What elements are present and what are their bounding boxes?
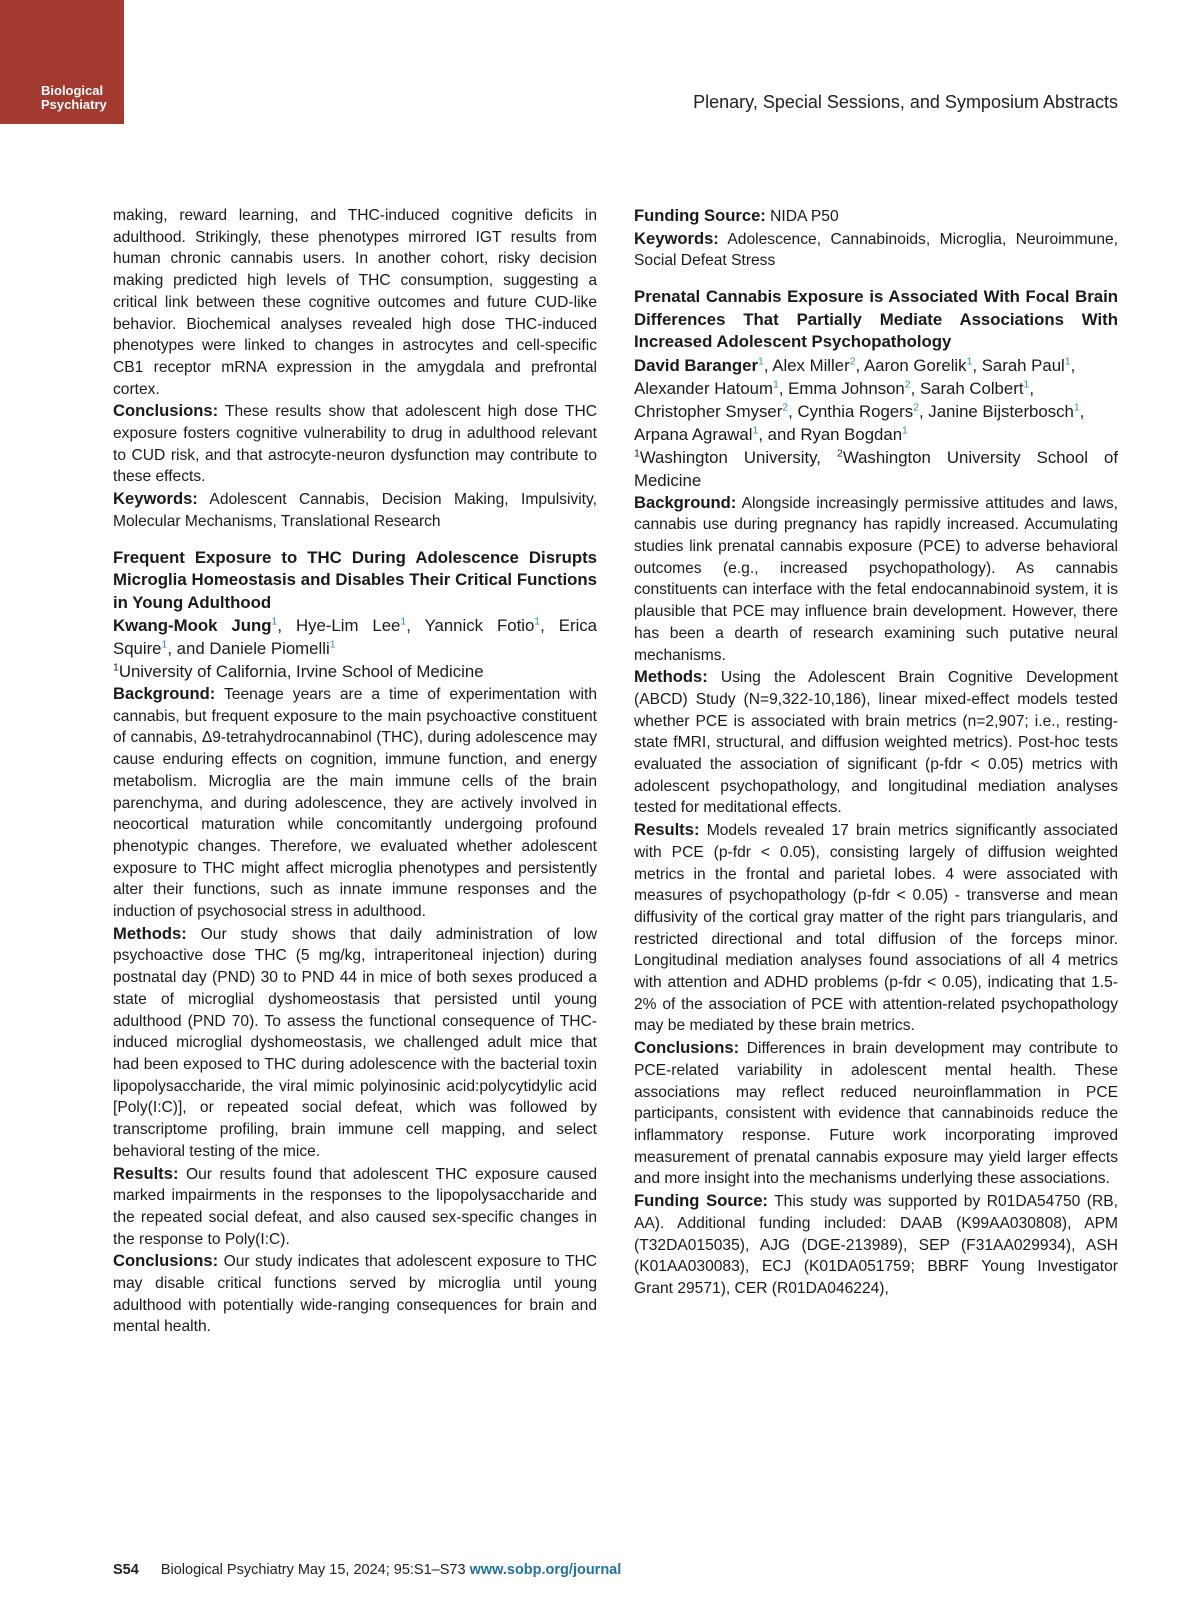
funding-text: This study was supported by R01DA54750 (RB, AA). Additional funding included: DAAB (K99AA030808), APM (T32DA015035), AJG (DGE-213989), SEP (F31AA029934), ASH (K01AA030083), ECJ (K01DA051759; BBRF Young Investigator Grant 29571), CER (R01DA046224), <box>634 1193 1118 1297</box>
affiliation <box>113 660 597 683</box>
author-name: Sarah Paul <box>981 355 1065 375</box>
author-affiliation-number: 1 <box>773 378 779 391</box>
funding-text: NIDA P50 <box>765 208 839 225</box>
affiliation-number: 2 <box>837 447 843 460</box>
author-name: Sarah Colbert <box>919 378 1024 398</box>
page-footer <box>113 1562 621 1578</box>
author-separator: , <box>1070 355 1076 375</box>
author-separator: , <box>1079 401 1085 421</box>
conclusions-text: These results show that adolescent high dose THC exposure fosters cognitive vulnerability to drug in adulthood relevant to CUD risk, and that astrocyte-neuron dysfunction may contribute to these effects. <box>113 403 597 486</box>
background-paragraph <box>634 492 1118 667</box>
keywords-label: Keywords: <box>634 228 719 248</box>
affiliation-text: Washington University School of Medicine <box>634 447 1118 490</box>
carryover-text: making, reward learning, and THC-induced cognitive deficits in adulthood. Strikingly, these phenotypes mirrored IGT results from human chronic cannabis users. In another cohort, risky decision making predicted high levels of THC consumption, suggesting a critical link between these cognitive outcomes and future CUD-like behavior. Biochemical analyses revealed high dose THC-induced phenotypes were linked to changes in astrocytes and cell-specific CB1 receptor mRNA expression in the amygdala and prefrontal cortex. <box>113 207 597 398</box>
author-affiliation-number: 2 <box>782 401 789 414</box>
background-text: Teenage years are a time of experimentation with cannabis, but frequent exposure to the main psychoactive constituent of cannabis, Δ9-tetrahydrocannabinol (THC), during adolescence may cause enduring effects on cognition, immune function, and energy metabolism. Microglia are the main immune cells of the brain parenchyma, and during adolescence, they are actively involved in neocortical maturation while concomitantly undergoing profound phenotypic changes. Therefore, we evaluated whether adolescent exposure to THC might affect microglia phenotypes and persistently alter their functions, such as innate immune responses and the induction of psychosocial stress in adulthood. <box>113 686 597 921</box>
keywords-text: Adolescence, Cannabinoids, Microglia, Neuroimmune, Social Defeat Stress <box>634 230 1118 270</box>
author-separator: , and <box>758 424 801 444</box>
author-affiliation-number: 1 <box>534 615 541 628</box>
results-text: Models revealed 17 brain metrics significantly associated with PCE (p-fdr < 0.05), consisting largely of diffusion weighted metrics in the frontal and parietal lobes. 4 were associated with measures of psychopathology (p-fdr < 0.05) - transverse and mean diffusivity of the cortical gray matter of the right pars triangularis, and restricted directional and total diffusion of the forceps minor. Longitudinal mediation analyses found associations of all 4 metrics with attention and ADHD problems (p-fdr < 0.05), indicating that 1.5-2% of the association of PCE with attention-related psychopathology may be mediated by these brain metrics. <box>634 822 1118 1035</box>
author-affiliation-number: 1 <box>966 355 973 368</box>
author-name: Erica Squire <box>113 616 598 659</box>
affiliation <box>634 446 1118 492</box>
page-number: S54 <box>113 1562 139 1578</box>
methods-text: Using the Adolescent Brain Cognitive Development (ABCD) Study (N=9,322-10,186), linear mixed-effect models tested whether PCE is associated with brain metrics (n=2,907; i.e., resting-state fMRI, structural, and diffusion weighted metrics). Post-hoc tests evaluated the association of significant (p-fdr < 0.05) metrics with adolescent psychopathology, and longitudinal mediation analyses tested for meditational effects. <box>634 669 1118 817</box>
methods-paragraph <box>113 923 597 1163</box>
author-separator: , <box>918 401 929 421</box>
author-affiliation-number: 1 <box>400 615 407 628</box>
keywords-label: Keywords: <box>113 489 198 509</box>
background-text: Alongside increasingly permissive attitudes and laws, cannabis use during pregnancy has rapidly increased. Accumulating studies link prenatal cannabis exposure (PCE) to adverse behavioral outcomes (e.g., increased psychopathology). As cannabis constituents can interface with the fetal endocannabinoid system, it is plausible that PCE may influence brain development. However, there has been a dearth of research examining such putative neural mechanisms. <box>634 494 1118 664</box>
author-name: Emma Johnson <box>788 378 905 398</box>
author-affiliation-number: 2 <box>913 401 919 414</box>
author-affiliation-number: 1 <box>1064 355 1071 368</box>
author-name: Kwang-Mook Jung <box>113 616 272 636</box>
journal-name-line2: Psychiatry <box>41 97 107 112</box>
author-affiliation-number: 1 <box>902 424 908 437</box>
author-separator: , <box>788 401 798 421</box>
funding-paragraph <box>634 1190 1118 1300</box>
author-separator: , <box>778 378 789 398</box>
results-label: Results: <box>113 1163 179 1183</box>
author-separator: , <box>277 616 296 636</box>
author-affiliation-number: 1 <box>1023 378 1030 391</box>
affiliation-number: 1 <box>634 447 640 460</box>
conclusions-text: Our study indicates that adolescent exposure to THC may disable critical functions served by microglia until young adulthood with potentially wide-ranging consequences for brain and mental health. <box>113 1253 597 1336</box>
results-paragraph <box>113 1163 597 1251</box>
author-name: Janine Bijsterbosch <box>928 401 1074 421</box>
conclusions-label: Conclusions: <box>113 1251 219 1271</box>
section-header: Plenary, Special Sessions, and Symposium Abstracts <box>693 92 1118 112</box>
author-name: Cynthia Rogers <box>797 401 914 421</box>
author-name: Alex Miller <box>772 355 850 375</box>
author-separator: , <box>763 355 773 375</box>
author-list <box>634 354 1118 446</box>
journal-logo-badge <box>0 0 124 124</box>
author-affiliation-number: 1 <box>752 424 759 437</box>
citation: Biological Psychiatry May 15, 2024; 95:S1–S73 <box>160 1562 466 1578</box>
journal-name-line1: Biological <box>41 83 104 98</box>
author-affiliation-number: 1 <box>271 615 278 628</box>
author-name: Yannick Fotio <box>424 616 535 636</box>
author-name: Arpana Agrawal <box>634 424 753 444</box>
author-separator: , <box>406 616 425 636</box>
author-name: Alexander Hatoum <box>634 378 773 398</box>
author-affiliation-number: 1 <box>1073 401 1080 414</box>
results-text: Our results found that adolescent THC exposure caused marked impairments in the responses to the lipopolysaccharide and the repeated social defeat, and also caused sex-specific changes in the response to Poly(I:C). <box>113 1165 597 1248</box>
affiliation-text: Washington University, <box>639 447 838 467</box>
keywords-paragraph <box>634 228 1118 272</box>
author-affiliation-number: 2 <box>904 378 911 391</box>
background-label: Background: <box>634 492 737 512</box>
methods-label: Methods: <box>634 667 708 687</box>
methods-label: Methods: <box>113 923 187 943</box>
methods-text: Our study shows that daily administration of low psychoactive dose THC (5 mg/kg, intraperitoneal injection) during postnatal day (PND) 30 to PND 44 in mice of both sexes produced a state of microglial dyshomeostasis that persisted until young adulthood (PND 70). To assess the functional consequence of THC-induced microglial dyshomeostasis, we challenged adult mice that had been exposed to THC during adolescence with the bacterial toxin lipopolysaccharide, the viral mimic polyinosinic acid:polycytidylic acid [Poly(I:C)], or repeated social defeat, which was followed by transcriptome profiling, brain immune cell mapping, and select behavioral testing of the mice. <box>113 925 597 1160</box>
author-name: Ryan Bogdan <box>800 424 903 444</box>
funding-label: Funding Source: <box>634 1191 768 1211</box>
author-name: David Baranger <box>634 355 759 375</box>
funding-paragraph <box>634 205 1118 228</box>
author-list <box>113 614 597 660</box>
conclusions-paragraph <box>113 400 597 488</box>
author-separator: , <box>540 616 559 636</box>
author-separator: , <box>972 355 982 375</box>
conclusions-paragraph <box>634 1037 1118 1190</box>
abstract-title: Frequent Exposure to THC During Adolescence Disrupts Microglia Homeostasis and Disables Their Critical Functions in Young Adulthood <box>113 547 597 612</box>
author-separator: , and <box>167 639 210 659</box>
results-paragraph <box>634 819 1118 1037</box>
author-affiliation-number: 1 <box>329 638 336 651</box>
affiliation-text: University of California, Irvine School of Medicine <box>118 662 484 682</box>
author-separator: , <box>1029 378 1034 398</box>
author-name: Hye-Lim Lee <box>295 616 401 636</box>
left-column <box>113 205 597 1338</box>
author-affiliation-number: 1 <box>161 638 168 651</box>
author-name: Daniele Piomelli <box>209 639 330 659</box>
author-affiliation-number: 2 <box>849 355 856 368</box>
conclusions-label: Conclusions: <box>634 1038 740 1058</box>
right-column <box>634 205 1118 1300</box>
author-separator: , <box>910 378 920 398</box>
methods-paragraph <box>634 666 1118 819</box>
abstract-title: Prenatal Cannabis Exposure is Associated With Focal Brain Differences That Partially Mediate Associations With Increased Adolescent Psychopathology <box>634 287 1118 352</box>
background-label: Background: <box>113 684 216 704</box>
conclusions-paragraph <box>113 1250 597 1338</box>
author-affiliation-number: 1 <box>758 355 764 368</box>
author-separator: , <box>855 355 864 375</box>
funding-label: Funding Source: <box>634 206 766 225</box>
background-paragraph <box>113 683 597 923</box>
keywords-paragraph <box>113 488 597 532</box>
results-label: Results: <box>634 820 700 840</box>
keywords-text: Adolescent Cannabis, Decision Making, Impulsivity, Molecular Mechanisms, Translational Research <box>113 491 597 530</box>
journal-link[interactable]: www.sobp.org/journal <box>469 1562 622 1578</box>
author-name: Christopher Smyser <box>634 401 783 421</box>
conclusions-text: Differences in brain development may contribute to PCE-related variability in adolescent mental health. These associations may reflect reduced neuroinflammation in PCE participants, consistent with evidence that cannabinoids reduce the inflammatory response. Future work incorporating improved measurement of prenatal cannabis exposure may yield larger effects and more insight into the mechanisms underlying these associations. <box>634 1040 1118 1188</box>
conclusions-label: Conclusions: <box>113 401 219 421</box>
author-name: Aaron Gorelik <box>863 355 967 375</box>
affiliation-number: 1 <box>113 661 119 674</box>
